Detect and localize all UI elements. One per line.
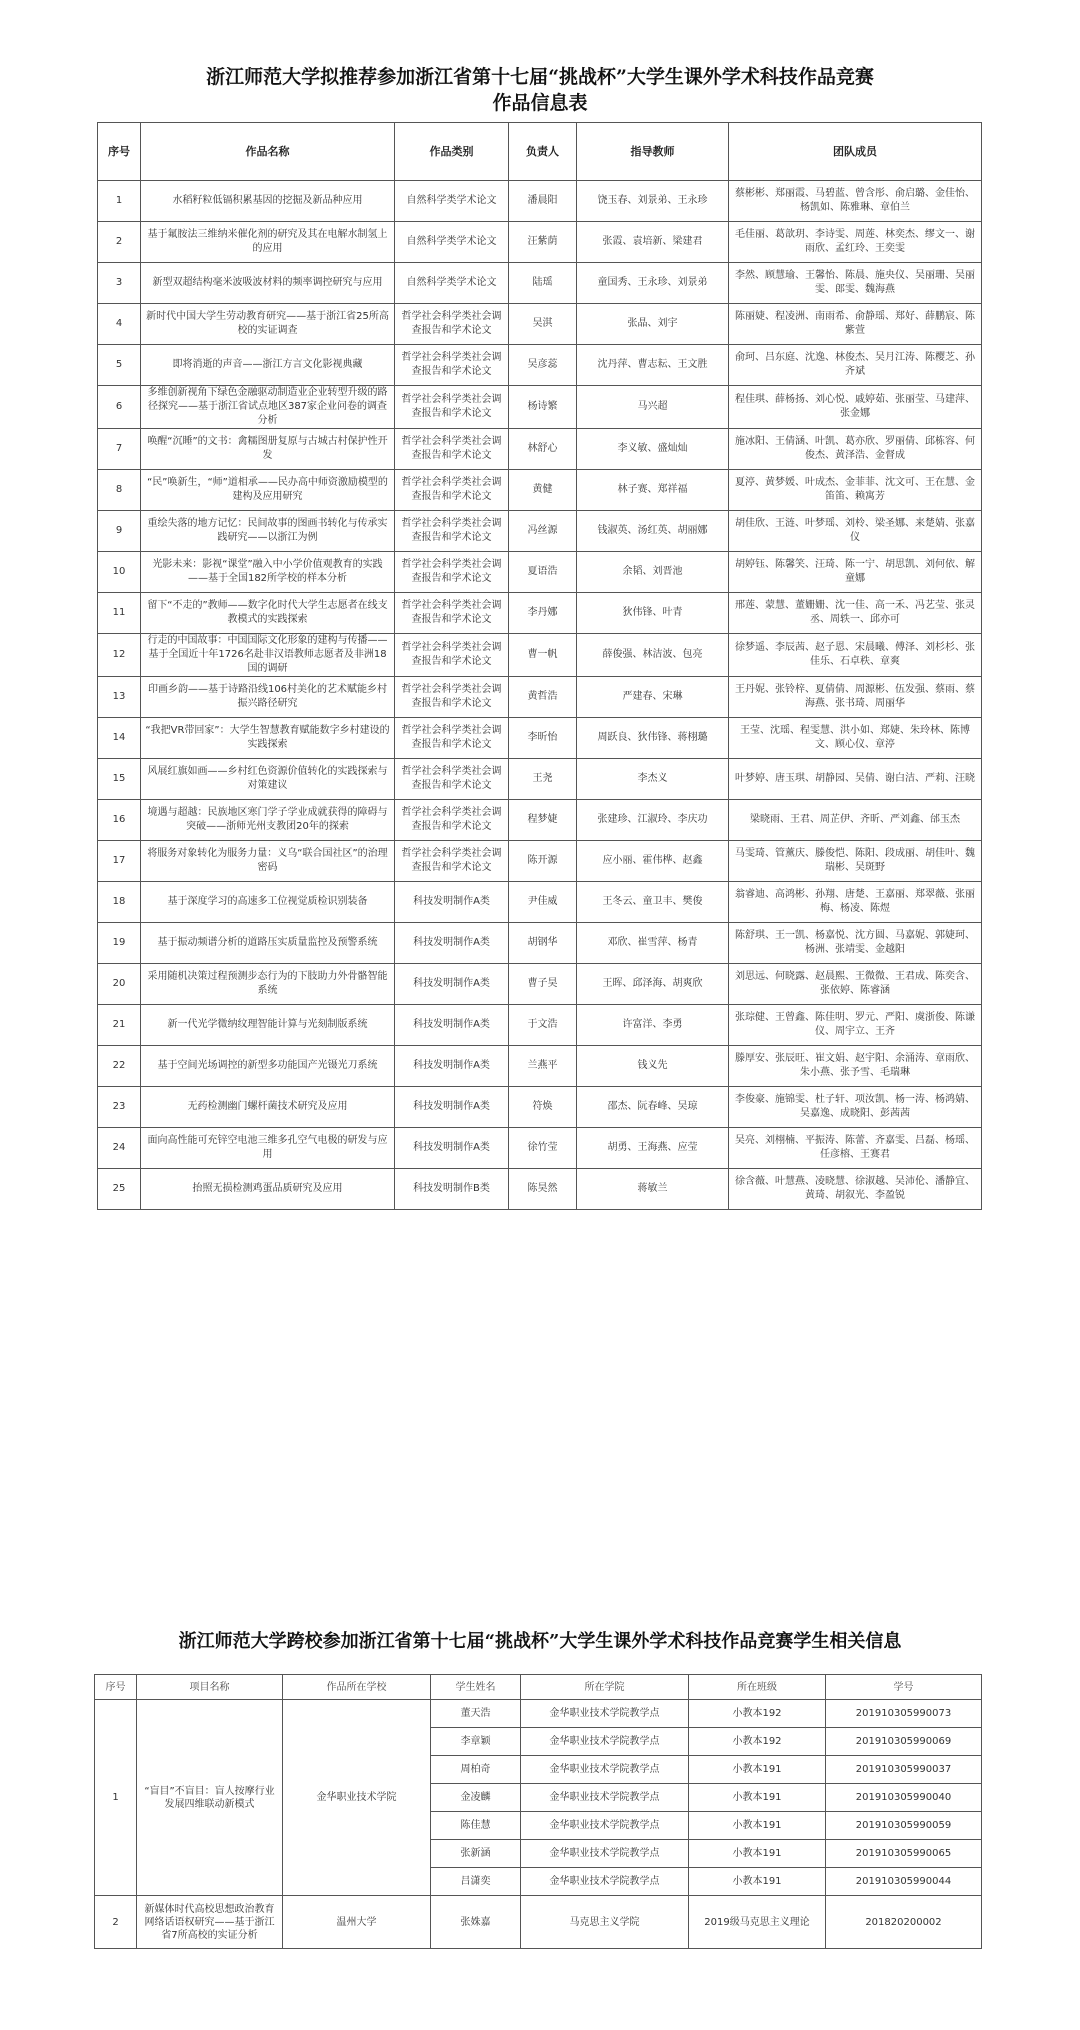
cell-work-name: 唤醒“沉睡”的文书：禽糯图册复原与古城古村保护性开发 xyxy=(141,429,395,470)
cell-work-name: 基于氟胺法三维纳米催化剂的研究及其在电解水制氢上的应用 xyxy=(141,222,395,263)
table-row xyxy=(95,1896,982,1949)
cell-advisor: 严建春、宋琳 xyxy=(577,677,729,718)
cell-work-name: 光影未来：影视“课堂”融入中小学价值观教育的实践——基于全国182所学校的样本分析 xyxy=(141,552,395,593)
cell-leader: 程梦婕 xyxy=(509,800,577,841)
cell-no: 22 xyxy=(98,1046,141,1087)
table-row xyxy=(98,429,982,470)
cell-leader: 王尧 xyxy=(509,759,577,800)
table-row xyxy=(98,181,982,222)
cell-project-name: “盲目”不盲目：盲人按摩行业发展四维联动新模式 xyxy=(137,1700,283,1896)
cell-college: 金华职业技术学院教学点 xyxy=(521,1756,689,1784)
document-title-line2: 作品信息表 xyxy=(492,92,588,114)
cell-category: 自然科学类学术论文 xyxy=(395,222,509,263)
cell-leader: 曹一帆 xyxy=(509,634,577,677)
table-row xyxy=(98,759,982,800)
cell-advisor: 余韬、刘晋池 xyxy=(577,552,729,593)
cell-student-id: 201910305990073 xyxy=(826,1700,982,1728)
cell-work-name: 风展红旗如画——乡村红色资源价值转化的实践探索与对策建议 xyxy=(141,759,395,800)
cell-category: 科技发明制作A类 xyxy=(395,1005,509,1046)
cell-category: 哲学社会科学类社会调查报告和学术论文 xyxy=(395,718,509,759)
cell-no: 16 xyxy=(98,800,141,841)
works-info-table xyxy=(97,122,982,1210)
cell-no: 13 xyxy=(98,677,141,718)
header-college: 所在学院 xyxy=(521,1675,689,1700)
cell-student-name: 周柏奇 xyxy=(431,1756,521,1784)
cell-work-name: 多维创新视角下绿色金融驱动制造业企业转型升级的路径探究——基于浙江省试点地区387家企业问卷的调查分析 xyxy=(141,386,395,429)
cell-team: 吴亮、刘栩楠、平振涛、陈蕾、齐嘉雯、吕磊、杨瑶、任彦榕、王赛君 xyxy=(729,1128,982,1169)
table-row xyxy=(98,222,982,263)
cell-student-name: 吕潇奕 xyxy=(431,1868,521,1896)
cell-work-name: 采用随机决策过程预测步态行为的下肢助力外骨骼智能系统 xyxy=(141,964,395,1005)
table-row xyxy=(98,386,982,429)
cell-category: 科技发明制作A类 xyxy=(395,1046,509,1087)
cell-no: 25 xyxy=(98,1169,141,1210)
cell-student-name: 张姝嘉 xyxy=(431,1896,521,1949)
cell-no: 4 xyxy=(98,304,141,345)
cell-leader: 潘晨阳 xyxy=(509,181,577,222)
cell-team: 滕厚安、张辰旺、崔文娟、赵宇阳、余涌涛、章雨欣、朱小燕、张予雪、毛瑞琳 xyxy=(729,1046,982,1087)
students-table-header-row xyxy=(95,1675,982,1700)
table-row xyxy=(98,470,982,511)
cell-work-name: 基于空间光场调控的新型多功能国产光镊光刀系统 xyxy=(141,1046,395,1087)
cell-advisor: 林子赛、郑祥福 xyxy=(577,470,729,511)
cell-leader: 冯丝源 xyxy=(509,511,577,552)
cell-leader: 陈昊然 xyxy=(509,1169,577,1210)
cell-advisor: 薛俊强、林洁波、包亮 xyxy=(577,634,729,677)
table-row xyxy=(98,593,982,634)
cell-advisor: 李义敏、盛灿灿 xyxy=(577,429,729,470)
cell-leader: 黄哲浩 xyxy=(509,677,577,718)
cell-team: 施冰阳、王倩涵、叶凯、葛亦欣、罗丽倩、邱栋容、何俊杰、黄泽浩、金督成 xyxy=(729,429,982,470)
cell-category: 哲学社会科学类社会调查报告和学术论文 xyxy=(395,800,509,841)
cell-category: 自然科学类学术论文 xyxy=(395,263,509,304)
cell-team: 夏渟、黄梦媛、叶成杰、金菲菲、沈文可、王在慧、金笛笛、赖寓芳 xyxy=(729,470,982,511)
cell-student-name: 李章颖 xyxy=(431,1728,521,1756)
cell-leader: 汪紫荫 xyxy=(509,222,577,263)
cell-student-id: 201910305990069 xyxy=(826,1728,982,1756)
works-table-header-row xyxy=(98,123,982,181)
cell-team: 蔡彬彬、郑丽霞、马碧蓝、曾含彤、俞启璐、金佳怡、杨凯如、陈雅琳、章伯兰 xyxy=(729,181,982,222)
table-row xyxy=(98,1005,982,1046)
cell-leader: 符焕 xyxy=(509,1087,577,1128)
table-row xyxy=(98,677,982,718)
cell-category: 哲学社会科学类社会调查报告和学术论文 xyxy=(395,677,509,718)
cell-leader: 李丹娜 xyxy=(509,593,577,634)
cell-no: 9 xyxy=(98,511,141,552)
cell-work-name: 抬照无损检测鸡蛋品质研究及应用 xyxy=(141,1169,395,1210)
header-leader: 负责人 xyxy=(509,123,577,181)
cell-work-name: 基于深度学习的高速多工位视觉质检识别装备 xyxy=(141,882,395,923)
cell-no: 15 xyxy=(98,759,141,800)
students-table-body xyxy=(95,1700,982,1949)
cell-no: 11 xyxy=(98,593,141,634)
cell-team: 张琮健、王曾鑫、陈佳明、罗元、严阳、虞浙俊、陈谦仪、周宇立、王齐 xyxy=(729,1005,982,1046)
cell-leader: 林舒心 xyxy=(509,429,577,470)
table-row xyxy=(98,552,982,593)
cell-leader: 胡钢华 xyxy=(509,923,577,964)
table-row xyxy=(98,634,982,677)
cell-category: 科技发明制作A类 xyxy=(395,923,509,964)
cell-no: 23 xyxy=(98,1087,141,1128)
cell-no: 14 xyxy=(98,718,141,759)
cell-advisor: 沈丹萍、曹志耘、王文胜 xyxy=(577,345,729,386)
cell-team: 叶梦婷、唐玉琪、胡静园、吴倩、谢白洁、严莉、汪晓 xyxy=(729,759,982,800)
cell-leader: 于文浩 xyxy=(509,1005,577,1046)
header-no: 序号 xyxy=(98,123,141,181)
table-row xyxy=(98,304,982,345)
cell-team: 王丹妮、张铃梓、夏倩倩、周源彬、伍发强、蔡雨、蔡海燕、张书琦、周丽华 xyxy=(729,677,982,718)
cell-no: 10 xyxy=(98,552,141,593)
cell-no: 19 xyxy=(98,923,141,964)
table-row xyxy=(95,1700,982,1728)
table-row xyxy=(98,1087,982,1128)
cell-advisor: 周跃良、狄伟锋、蒋栩璐 xyxy=(577,718,729,759)
header-category: 作品类别 xyxy=(395,123,509,181)
cell-category: 哲学社会科学类社会调查报告和学术论文 xyxy=(395,386,509,429)
cell-work-name: 面向高性能可充锌空电池三维多孔空气电极的研发与应用 xyxy=(141,1128,395,1169)
cell-no: 2 xyxy=(95,1896,137,1949)
cell-class: 小教本192 xyxy=(689,1700,826,1728)
cell-leader: 吴淇 xyxy=(509,304,577,345)
cell-team: 翁睿迪、高鸿彬、孙翔、唐楚、王嘉丽、郑翠薇、张丽梅、杨凌、陈煜 xyxy=(729,882,982,923)
cell-work-name: 重绘失落的地方记忆：民间故事的图画书转化与传承实践研究——以浙江为例 xyxy=(141,511,395,552)
cell-advisor: 应小丽、霍伟桦、赵鑫 xyxy=(577,841,729,882)
cell-class: 小教本191 xyxy=(689,1812,826,1840)
cell-leader: 吴彦蕊 xyxy=(509,345,577,386)
cell-leader: 李昕怡 xyxy=(509,718,577,759)
cell-student-name: 金凌麟 xyxy=(431,1784,521,1812)
cell-no: 7 xyxy=(98,429,141,470)
table-row xyxy=(98,1128,982,1169)
cell-class: 小教本191 xyxy=(689,1868,826,1896)
cell-college: 金华职业技术学院教学点 xyxy=(521,1840,689,1868)
cell-no: 17 xyxy=(98,841,141,882)
cell-advisor: 胡勇、王海燕、应莹 xyxy=(577,1128,729,1169)
cell-advisor: 邓欣、崔雪萍、杨青 xyxy=(577,923,729,964)
cell-no: 18 xyxy=(98,882,141,923)
cell-no: 1 xyxy=(98,181,141,222)
cell-advisor: 钱淑英、汤红英、胡丽娜 xyxy=(577,511,729,552)
cell-category: 哲学社会科学类社会调查报告和学术论文 xyxy=(395,552,509,593)
cell-team: 邢莲、蒙慧、董姗姗、沈一佳、高一禾、冯艺莹、张灵丞、周轶一、邱亦可 xyxy=(729,593,982,634)
cell-advisor: 张霞、袁培新、梁建君 xyxy=(577,222,729,263)
cell-work-name: 基于振动频谱分析的道路压实质量监控及预警系统 xyxy=(141,923,395,964)
cell-no: 1 xyxy=(95,1700,137,1896)
header-work-name: 作品名称 xyxy=(141,123,395,181)
cell-advisor: 童国秀、王永珍、刘景弟 xyxy=(577,263,729,304)
cell-category: 哲学社会科学类社会调查报告和学术论文 xyxy=(395,304,509,345)
cell-leader: 夏语浩 xyxy=(509,552,577,593)
cell-student-id: 201910305990040 xyxy=(826,1784,982,1812)
cell-class: 小教本191 xyxy=(689,1756,826,1784)
cell-team: 王莹、沈瑶、程雯慧、洪小如、郑婕、朱玲林、陈博文、顾心仪、章渟 xyxy=(729,718,982,759)
cell-no: 5 xyxy=(98,345,141,386)
cell-advisor: 蒋敏兰 xyxy=(577,1169,729,1210)
cell-work-name: “民”唤新生，“师”道相承——民办高中师资激励模型的建构及应用研究 xyxy=(141,470,395,511)
cell-leader: 陈开源 xyxy=(509,841,577,882)
cell-advisor: 狄伟锋、叶青 xyxy=(577,593,729,634)
cell-student-id: 201910305990065 xyxy=(826,1840,982,1868)
header-advisor: 指导教师 xyxy=(577,123,729,181)
cell-class: 小教本191 xyxy=(689,1784,826,1812)
cell-work-name: 新时代中国大学生劳动教育研究——基于浙江省25所高校的实证调查 xyxy=(141,304,395,345)
cell-category: 科技发明制作B类 xyxy=(395,1169,509,1210)
cell-college: 马克思主义学院 xyxy=(521,1896,689,1949)
cell-advisor: 邵杰、阮春峰、吴琼 xyxy=(577,1087,729,1128)
header-student-name: 学生姓名 xyxy=(431,1675,521,1700)
cell-team: 程佳琪、薛杨扬、刘心悦、戚婷茹、张丽莹、马建萍、张金娜 xyxy=(729,386,982,429)
document-title xyxy=(0,64,1080,116)
cell-no: 20 xyxy=(98,964,141,1005)
cell-team: 马雯琦、管薰庆、滕俊恺、陈阳、段成丽、胡佳叶、魏瑞彬、吴斑野 xyxy=(729,841,982,882)
cell-college: 金华职业技术学院教学点 xyxy=(521,1728,689,1756)
cell-college: 金华职业技术学院教学点 xyxy=(521,1812,689,1840)
cell-leader: 陆瑶 xyxy=(509,263,577,304)
header-student-id: 学号 xyxy=(826,1675,982,1700)
cell-category: 哲学社会科学类社会调查报告和学术论文 xyxy=(395,429,509,470)
cell-category: 科技发明制作A类 xyxy=(395,882,509,923)
cell-work-name: 新型双超结构毫米波吸波材料的频率调控研究与应用 xyxy=(141,263,395,304)
cell-leader: 黄健 xyxy=(509,470,577,511)
cell-advisor: 张建珍、江淑玲、李庆功 xyxy=(577,800,729,841)
cell-category: 哲学社会科学类社会调查报告和学术论文 xyxy=(395,759,509,800)
cell-advisor: 李杰义 xyxy=(577,759,729,800)
cell-work-name: “我把VR带回家”：大学生智慧教育赋能数字乡村建设的实践探索 xyxy=(141,718,395,759)
cell-student-id: 201910305990044 xyxy=(826,1868,982,1896)
cell-class: 2019级马克思主义理论 xyxy=(689,1896,826,1949)
cell-advisor: 张晶、刘宇 xyxy=(577,304,729,345)
cell-school: 温州大学 xyxy=(283,1896,431,1949)
cell-college: 金华职业技术学院教学点 xyxy=(521,1868,689,1896)
cell-leader: 尹佳威 xyxy=(509,882,577,923)
header-class: 所在班级 xyxy=(689,1675,826,1700)
cell-student-id: 201820200002 xyxy=(826,1896,982,1949)
cell-category: 哲学社会科学类社会调查报告和学术论文 xyxy=(395,470,509,511)
cell-team: 梁晓雨、王君、周芷伊、齐昕、严刘鑫、邰玉杰 xyxy=(729,800,982,841)
cell-leader: 兰燕平 xyxy=(509,1046,577,1087)
cell-class: 小教本192 xyxy=(689,1728,826,1756)
table-row xyxy=(98,1046,982,1087)
table-row xyxy=(98,964,982,1005)
cell-team: 李俊豪、施锦雯、杜子轩、项汝凯、杨一涛、杨鸿婧、吴嘉逸、成晓阳、彭茜茜 xyxy=(729,1087,982,1128)
cross-school-students-table xyxy=(94,1674,982,1949)
cell-work-name: 留下“不走的”教师——数字化时代大学生志愿者在线支教模式的实践探索 xyxy=(141,593,395,634)
cell-work-name: 将服务对象转化为服务力量：义乌“联合国社区”的治理密码 xyxy=(141,841,395,882)
cell-no: 2 xyxy=(98,222,141,263)
cell-no: 8 xyxy=(98,470,141,511)
cell-category: 哲学社会科学类社会调查报告和学术论文 xyxy=(395,511,509,552)
cell-team: 毛佳丽、葛歆玥、李诗雯、周莲、林奕杰、缪文一、谢雨欣、孟红玲、王奕雯 xyxy=(729,222,982,263)
table-row xyxy=(98,1169,982,1210)
cell-advisor: 饶玉春、刘景弟、王永珍 xyxy=(577,181,729,222)
cell-category: 科技发明制作A类 xyxy=(395,1128,509,1169)
cell-project-name: 新媒体时代高校思想政治教育网络话语权研究——基于浙江省7所高校的实证分析 xyxy=(137,1896,283,1949)
cell-college: 金华职业技术学院教学点 xyxy=(521,1700,689,1728)
cell-no: 24 xyxy=(98,1128,141,1169)
table-row xyxy=(98,800,982,841)
table-row xyxy=(98,263,982,304)
cell-leader: 曹子昊 xyxy=(509,964,577,1005)
cell-advisor: 钱义先 xyxy=(577,1046,729,1087)
cell-student-name: 张新涵 xyxy=(431,1840,521,1868)
cell-college: 金华职业技术学院教学点 xyxy=(521,1784,689,1812)
cell-advisor: 王晖、邱泽海、胡爽欣 xyxy=(577,964,729,1005)
document-title-line1: 浙江师范大学拟推荐参加浙江省第十七届“挑战杯”大学生课外学术科技作品竞赛 xyxy=(206,66,874,88)
cell-student-id: 201910305990059 xyxy=(826,1812,982,1840)
cell-leader: 杨诗繁 xyxy=(509,386,577,429)
cell-no: 3 xyxy=(98,263,141,304)
cell-category: 哲学社会科学类社会调查报告和学术论文 xyxy=(395,345,509,386)
cell-student-id: 201910305990037 xyxy=(826,1756,982,1784)
header-project-name: 项目名称 xyxy=(137,1675,283,1700)
cell-leader: 徐竹莹 xyxy=(509,1128,577,1169)
table-row xyxy=(98,923,982,964)
cell-advisor: 王冬云、童卫丰、樊俊 xyxy=(577,882,729,923)
table-row xyxy=(98,882,982,923)
cell-team: 胡婷钰、陈馨笑、汪琦、陈一宁、胡思凯、刘何依、解童娜 xyxy=(729,552,982,593)
cell-team: 俞珂、吕东庭、沈逸、林俊杰、吴月江涛、陈樱芝、孙齐斌 xyxy=(729,345,982,386)
cell-team: 徐梦遥、李辰茜、赵子恩、宋晨曦、傅泽、刘杉杉、张佳乐、石卓秩、章爽 xyxy=(729,634,982,677)
cell-advisor: 马兴超 xyxy=(577,386,729,429)
cell-category: 哲学社会科学类社会调查报告和学术论文 xyxy=(395,593,509,634)
cell-work-name: 即将消逝的声音——浙江方言文化影视典藏 xyxy=(141,345,395,386)
cell-team: 刘思远、何晓露、赵晨熙、王微微、王君成、陈奕含、张依婷、陈睿涵 xyxy=(729,964,982,1005)
cell-student-name: 董天浩 xyxy=(431,1700,521,1728)
header-team: 团队成员 xyxy=(729,123,982,181)
cell-no: 12 xyxy=(98,634,141,677)
cell-team: 陈舒琪、王一凯、杨嘉悦、沈方圆、马嘉妮、郭婕珂、杨洲、张靖雯、金越阳 xyxy=(729,923,982,964)
cell-work-name: 印画乡韵——基于诗路沿线106村美化的艺术赋能乡村振兴路径研究 xyxy=(141,677,395,718)
cell-category: 科技发明制作A类 xyxy=(395,1087,509,1128)
cell-team: 李然、顾慧瑜、王馨怡、陈晨、施央仪、吴丽珊、吴丽雯、郎雯、魏海燕 xyxy=(729,263,982,304)
cell-school: 金华职业技术学院 xyxy=(283,1700,431,1896)
cell-work-name: 行走的中国故事：中国国际文化形象的建构与传播——基于全国近十年1726名赴非汉语教师志愿者及非洲18国的调研 xyxy=(141,634,395,677)
cell-advisor: 许富洋、李勇 xyxy=(577,1005,729,1046)
cell-student-name: 陈佳慧 xyxy=(431,1812,521,1840)
table-row xyxy=(98,511,982,552)
cell-work-name: 境遇与超越：民族地区寒门学子学业成就获得的障碍与突破——浙师光州支教团20年的探索 xyxy=(141,800,395,841)
header-no: 序号 xyxy=(95,1675,137,1700)
table-row xyxy=(98,841,982,882)
cell-category: 自然科学类学术论文 xyxy=(395,181,509,222)
cell-no: 6 xyxy=(98,386,141,429)
cell-team: 胡佳欣、王涟、叶梦瑶、刘柃、梁圣娜、来楚婧、张嘉仪 xyxy=(729,511,982,552)
cell-team: 徐含薇、叶慧燕、凌晓慧、徐淑越、吴沛伦、潘静宜、黄琦、胡叙光、李盈锐 xyxy=(729,1169,982,1210)
cell-category: 科技发明制作A类 xyxy=(395,964,509,1005)
works-table-body xyxy=(98,181,982,1210)
cell-no: 21 xyxy=(98,1005,141,1046)
cell-work-name: 无药检测幽门螺杆菌技术研究及应用 xyxy=(141,1087,395,1128)
cell-category: 哲学社会科学类社会调查报告和学术论文 xyxy=(395,841,509,882)
cell-class: 小教本191 xyxy=(689,1840,826,1868)
header-school: 作品所在学校 xyxy=(283,1675,431,1700)
cross-school-title: 浙江师范大学跨校参加浙江省第十七届“挑战杯”大学生课外学术科技作品竞赛学生相关信息 xyxy=(178,1631,902,1652)
cell-work-name: 新一代光学微纳纹理智能计算与光刻制版系统 xyxy=(141,1005,395,1046)
table-row xyxy=(98,718,982,759)
cell-work-name: 水稻籽粒低镉积累基因的挖掘及新品种应用 xyxy=(141,181,395,222)
cell-category: 哲学社会科学类社会调查报告和学术论文 xyxy=(395,634,509,677)
cell-team: 陈丽婕、程凌洲、南雨希、俞静瑶、郑好、薛鹏宸、陈紫萱 xyxy=(729,304,982,345)
table-row xyxy=(98,345,982,386)
